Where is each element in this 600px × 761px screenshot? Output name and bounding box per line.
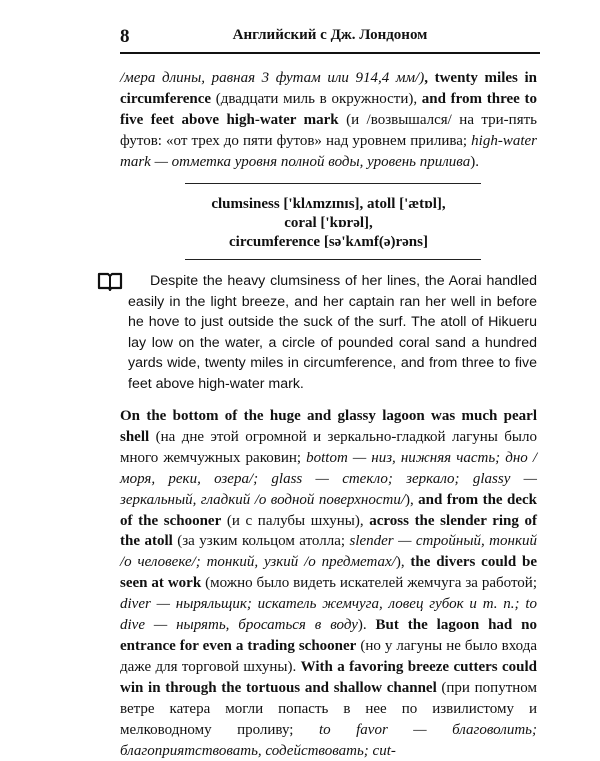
header-rule: [120, 52, 540, 54]
running-title: Английский с Дж. Лондоном: [232, 27, 428, 43]
vocab-line-3: circumference [sə'kʌmf(ə)rəns]: [229, 234, 428, 250]
page-number: 8: [120, 26, 130, 47]
p1-seg-8: ).: [470, 153, 479, 170]
vocab-line-2: coral ['kɒrəl],: [284, 215, 373, 231]
p3-seg-17: With a favoring breeze cutters could win in through the tortuous and shallow channel: [120, 658, 537, 696]
p1-seg-4: (двадцати миль в окружности),: [211, 90, 422, 107]
p3-seg-15: But the lagoon had no entrance for even a trading schooner: [120, 617, 537, 654]
page-header: [120, 22, 540, 56]
p1-seg-6: (и /возвышался/ на три-пять футов: «от трех до пяти футов» над уровнем прилива;: [120, 111, 538, 149]
p1-seg-2: ,: [424, 70, 435, 86]
p3-seg-18: (при попутном ветре катера могли попасть в нее по извилистому и мелководному проливу;: [120, 679, 537, 738]
p1-seg-1: /мера длины, равная 3 футам или 914,4 мм/): [120, 70, 425, 86]
p3-seg-8: (за узким кольцом атолла;: [172, 533, 350, 550]
p3-seg-6: (и с палубы шхуны),: [221, 512, 370, 529]
vocabulary-block: [120, 195, 537, 252]
commentary-paragraph-1: [120, 68, 537, 173]
p3-seg-4: ),: [405, 491, 419, 508]
p3-seg-12: (можно было видеть искателей жемчуга за работой;: [201, 575, 537, 592]
p3-seg-10: ),: [395, 554, 411, 571]
p3-seg-9: slender — стройный, тонкий /о человеке/; тонкий, узкий /о предметах/: [120, 533, 537, 571]
open-book-icon: [97, 271, 123, 291]
p3-seg-19: to favor — благоволить; благоприятствовать, содействовать; cut-: [120, 721, 537, 759]
p3-seg-2: (на дне этой огромной и зеркально-гладкой лагуны было много жемчужных раковин;: [120, 428, 537, 466]
p3-seg-7: across the slender ring of the atoll: [120, 512, 537, 550]
p3-seg-11: the divers could be seen at work: [120, 554, 538, 592]
p1-seg-3: twenty miles in circumference: [120, 70, 537, 107]
p3-seg-14: ).: [357, 617, 376, 634]
vocab-top-rule: [185, 183, 481, 184]
vocab-bottom-rule: [185, 259, 481, 260]
p3-seg-3: bottom — низ, нижняя часть; дно /моря, реки, озера/; glass — стекло; зеркало; glassy — зеркальный, гладкий /о водной поверхности/: [120, 449, 538, 508]
p3-seg-5: and from the deck of the schooner: [120, 491, 537, 529]
p1-seg-5: and from three to five feet above high-water mark: [120, 90, 537, 128]
p1-seg-7: high-water mark — отметка уровня полной воды, уровень прилива: [120, 132, 537, 170]
p3-seg-13: diver — ныряльщик; искатель жемчуга, ловец губок и т. п.; to dive — нырять, бросаться в воду: [120, 596, 537, 634]
original-passage: [128, 271, 537, 394]
commentary-paragraph-2: [120, 406, 537, 761]
p3-seg-1: On the bottom of the huge and glassy lagoon was much pearl shell: [120, 408, 537, 445]
passage-text: Despite the heavy clumsiness of her lines, the Aorai handled easily in the light breeze, and her captain ran her well in before he hove to just outside the suck of the surf. The atoll of Hikueru lay low on the water, a circle of pounded coral sand a hundred yards wide, twenty miles in circumference, and from three to five feet above high-water mark.: [128, 273, 537, 392]
p3-seg-16: (но у лагуны не было входа даже для торговой шхуны).: [120, 637, 537, 675]
vocab-line-1: clumsiness ['klʌmzɪnɪs], atoll ['ætɒl],: [211, 196, 446, 212]
